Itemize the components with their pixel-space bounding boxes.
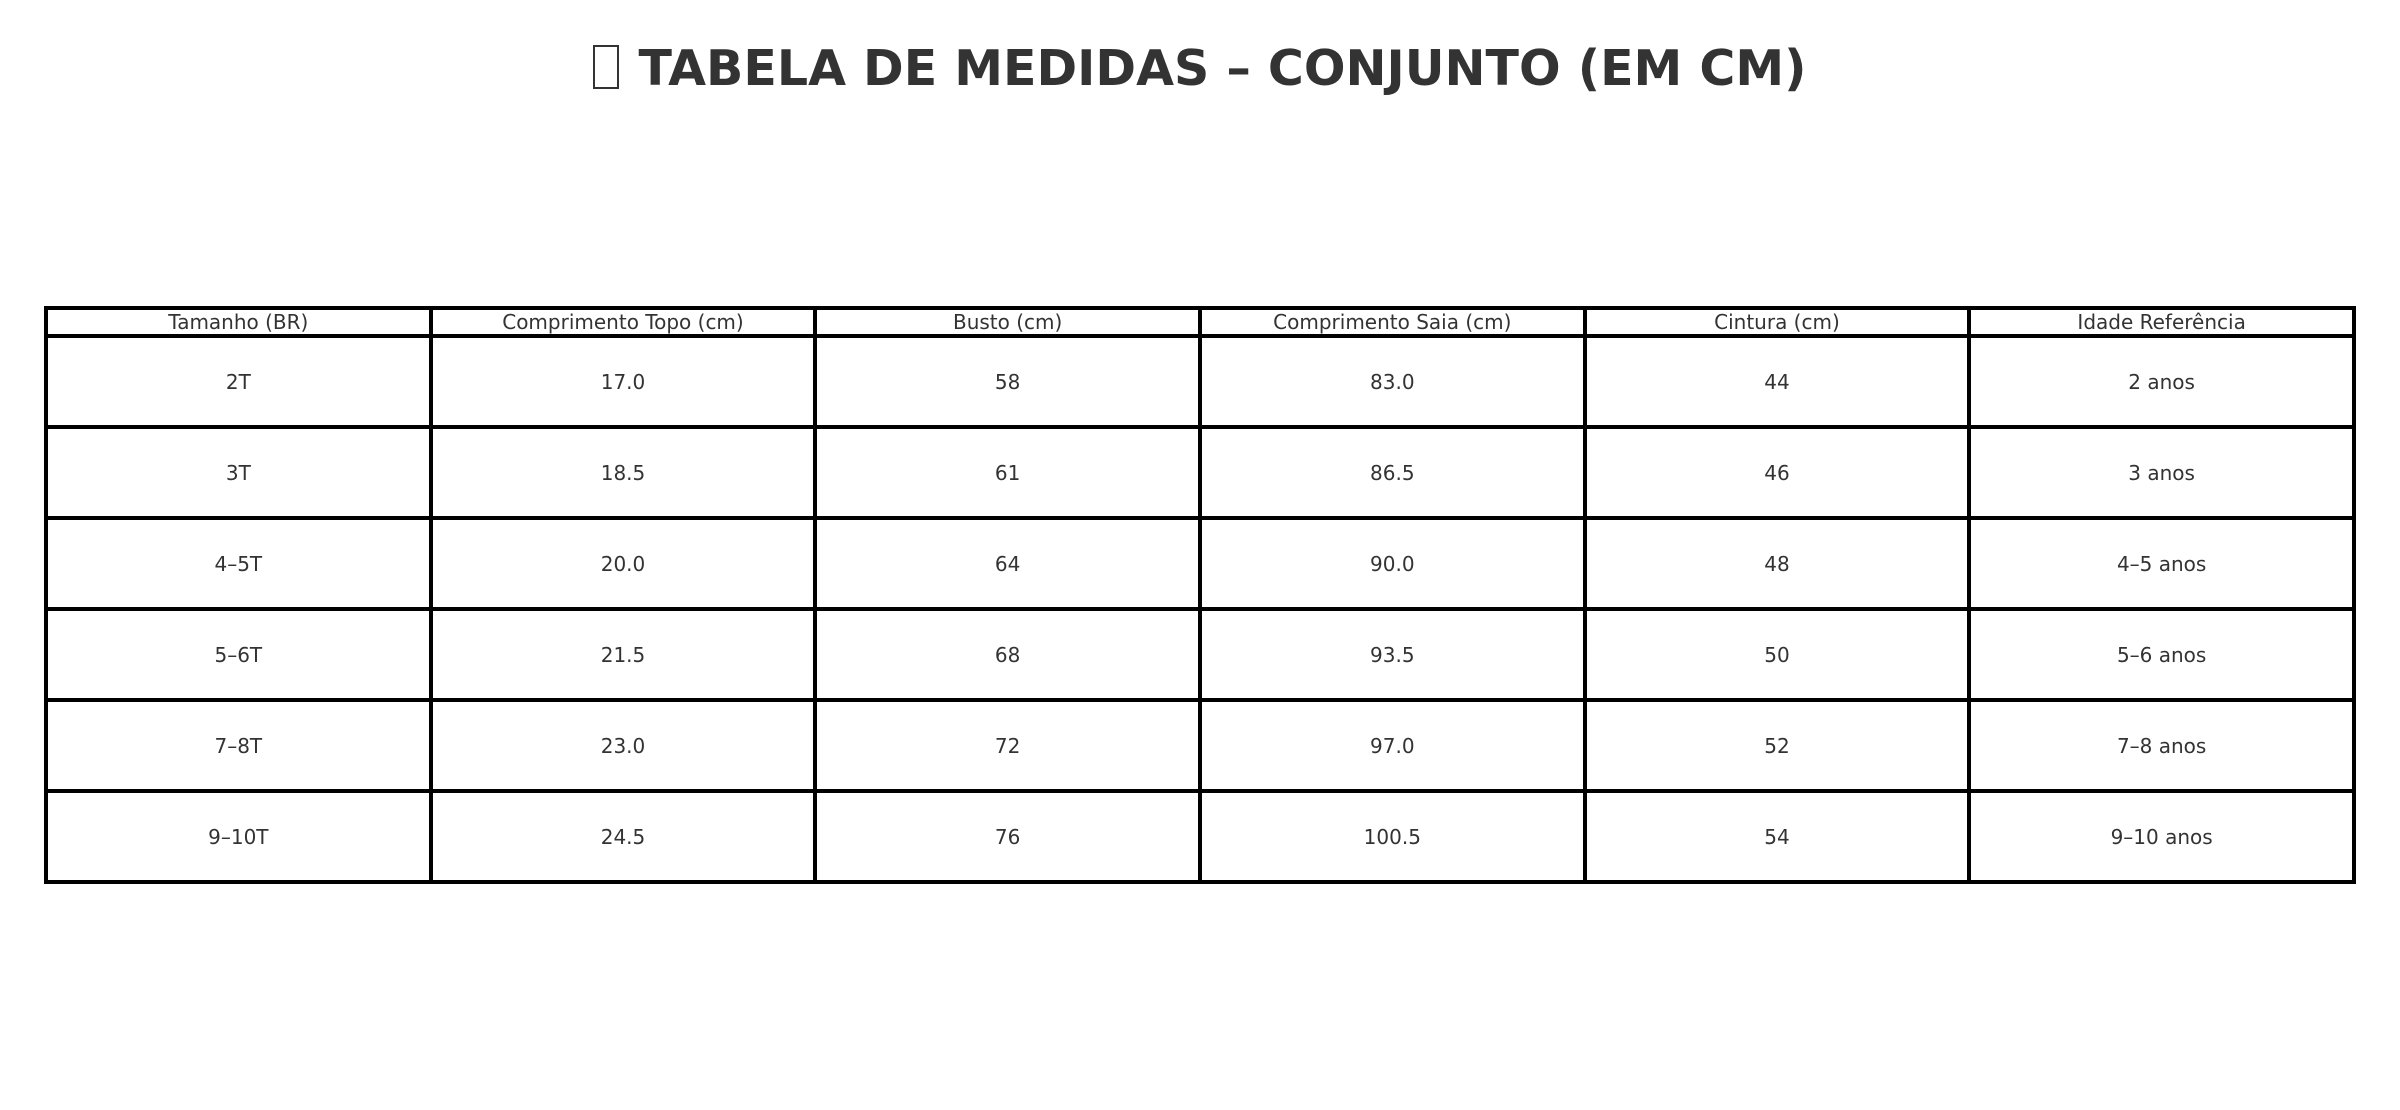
table-cell: 24.5 — [431, 791, 816, 882]
table-cell: 20.0 — [431, 518, 816, 609]
table-cell: 18.5 — [431, 427, 816, 518]
table-cell: 9–10T — [46, 791, 431, 882]
table-cell: 52 — [1585, 700, 1970, 791]
table-cell: 93.5 — [1200, 609, 1585, 700]
table-cell: 4–5 anos — [1969, 518, 2354, 609]
table-cell: 2 anos — [1969, 336, 2354, 427]
table-cell: 68 — [815, 609, 1200, 700]
table-cell: 61 — [815, 427, 1200, 518]
table-cell: 48 — [1585, 518, 1970, 609]
column-header: Busto (cm) — [815, 308, 1200, 336]
table-row — [46, 700, 2354, 791]
table-cell: 2T — [46, 336, 431, 427]
table-row — [46, 427, 2354, 518]
table-cell: 54 — [1585, 791, 1970, 882]
table-row — [46, 791, 2354, 882]
table-cell: 44 — [1585, 336, 1970, 427]
column-header: Tamanho (BR) — [46, 308, 431, 336]
table-row — [46, 518, 2354, 609]
column-header: Cintura (cm) — [1585, 308, 1970, 336]
table-cell: 46 — [1585, 427, 1970, 518]
table-cell: 50 — [1585, 609, 1970, 700]
column-header: Comprimento Topo (cm) — [431, 308, 816, 336]
table-row — [46, 336, 2354, 427]
table-cell: 7–8 anos — [1969, 700, 2354, 791]
table-cell: 83.0 — [1200, 336, 1585, 427]
table-cell: 3T — [46, 427, 431, 518]
measurements-table — [44, 306, 2356, 884]
column-header: Idade Referência — [1969, 308, 2354, 336]
table-cell: 90.0 — [1200, 518, 1585, 609]
table-cell: 21.5 — [431, 609, 816, 700]
page-title-text: TABELA DE MEDIDAS – CONJUNTO (EM CM) — [638, 40, 1807, 97]
table-cell: 97.0 — [1200, 700, 1585, 791]
column-header: Comprimento Saia (cm) — [1200, 308, 1585, 336]
table-cell: 17.0 — [431, 336, 816, 427]
page-title — [0, 36, 2400, 102]
table-cell: 76 — [815, 791, 1200, 882]
table-cell: 4–5T — [46, 518, 431, 609]
table-cell: 23.0 — [431, 700, 816, 791]
missing-glyph-icon — [593, 45, 619, 89]
table-header-row — [46, 308, 2354, 336]
table-row — [46, 609, 2354, 700]
table-cell: 72 — [815, 700, 1200, 791]
table-cell: 58 — [815, 336, 1200, 427]
table-cell: 64 — [815, 518, 1200, 609]
table-cell: 5–6 anos — [1969, 609, 2354, 700]
table-cell: 3 anos — [1969, 427, 2354, 518]
table-cell: 9–10 anos — [1969, 791, 2354, 882]
table-cell: 86.5 — [1200, 427, 1585, 518]
table-cell: 7–8T — [46, 700, 431, 791]
table-cell: 5–6T — [46, 609, 431, 700]
table-cell: 100.5 — [1200, 791, 1585, 882]
